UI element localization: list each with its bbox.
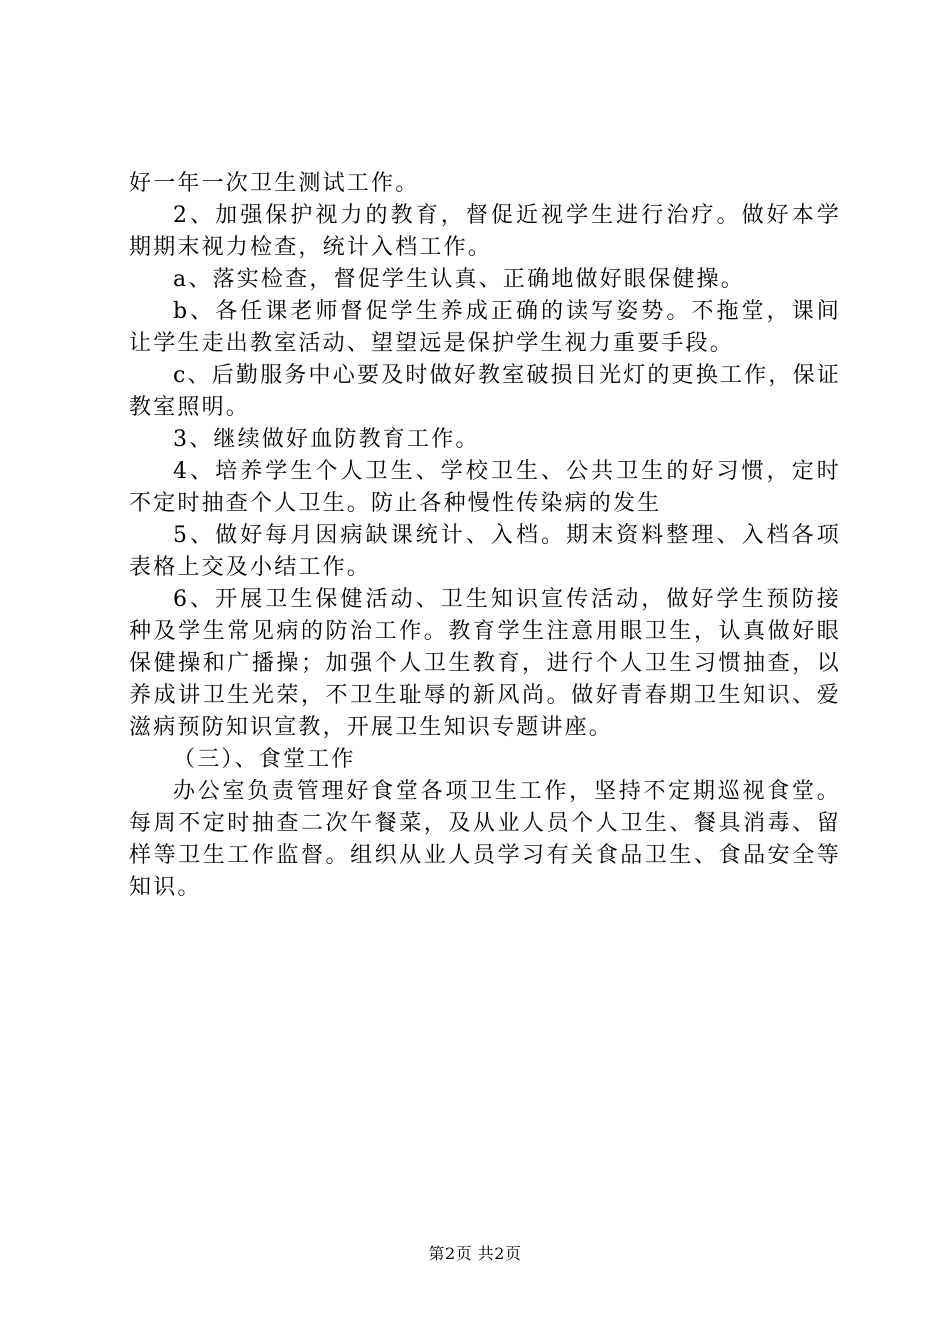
paragraph-item-3: 3、继续做好血防教育工作。	[173, 427, 480, 452]
paragraph-canteen: 办公室负责管理好食堂各项卫生工作，坚持不定期巡视食堂。每周不定时抽查二次午餐菜，及从业人员个人卫生、餐具消毒、留样等卫生工作监督。组织从业人员学习有关食品卫生、食品安全等知识。	[129, 779, 841, 900]
paragraph-item-6: 6、开展卫生保健活动、卫生知识宣传活动，做好学生预防接种及学生常见病的防治工作。教育学生注意用眼卫生，认真做好眼保健操和广播操；加强个人卫生教育，进行个人卫生习惯抽查，以养成讲卫生光荣，不卫生耻辱的新风尚。做好青春期卫生知识、爱滋病预防知识宣教，开展卫生知识专题讲座。	[129, 587, 841, 740]
section-heading-canteen: （三）、食堂工作	[173, 747, 356, 772]
paragraph-item-2: 2、加强保护视力的教育，督促近视学生进行治疗。做好本学期期末视力检查，统计入档工作。	[129, 203, 841, 260]
paragraph-continuation: 好一年一次卫生测试工作。	[129, 171, 420, 196]
paragraph-item-4: 4、培养学生个人卫生、学校卫生、公共卫生的好习惯，定时不定时抽查个人卫生。防止各种慢性传染病的发生	[129, 459, 841, 516]
document-body	[129, 168, 841, 904]
paragraph-item-c: c、后勤服务中心要及时做好教室破损日光灯的更换工作，保证教室照明。	[129, 363, 841, 420]
page-number-footer: 第2页 共2页	[428, 1244, 522, 1263]
paragraph-item-5: 5、做好每月因病缺课统计、入档。期末资料整理、入档各项表格上交及小结工作。	[129, 523, 841, 580]
paragraph-item-b: b、各任课老师督促学生养成正确的读写姿势。不拖堂，课间让学生走出教室活动、望望远是保护学生视力重要手段。	[129, 299, 841, 356]
paragraph-item-a: a、落实检查，督促学生认真、正确地做好眼保健操。	[173, 267, 745, 292]
